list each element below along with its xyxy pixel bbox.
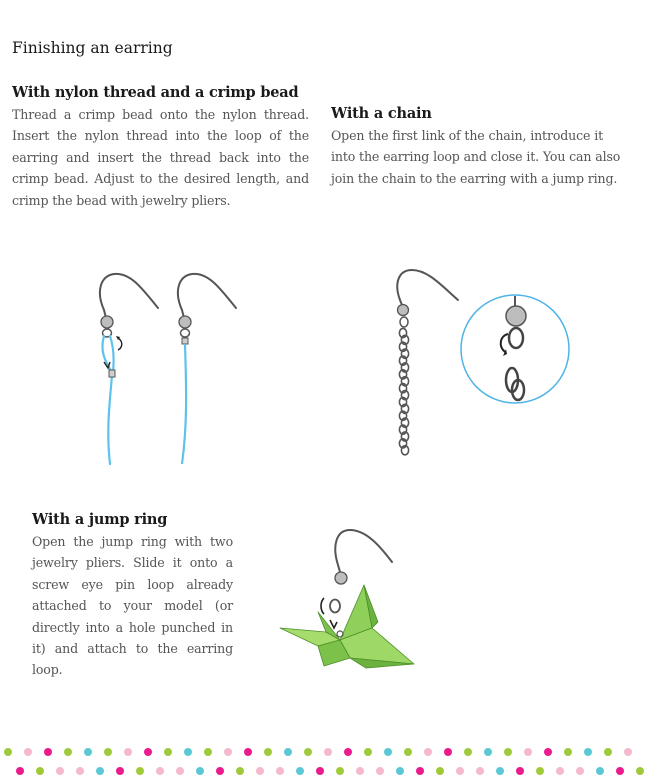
section-title-jump-ring: With a jump ring <box>32 511 168 528</box>
chain-link <box>401 335 408 344</box>
zoom-link-1 <box>506 368 518 392</box>
decorative-dot <box>16 767 24 775</box>
chain-link <box>399 425 406 434</box>
decorative-dot <box>636 767 644 775</box>
chain-link <box>401 446 408 455</box>
decorative-dot <box>264 748 272 756</box>
chain-link <box>401 349 408 358</box>
chain-link <box>399 384 406 393</box>
crimp-bead-1 <box>109 370 115 377</box>
decorative-dot <box>356 767 364 775</box>
loop-2 <box>181 329 190 337</box>
decorative-dot <box>536 767 544 775</box>
decorative-dot <box>404 748 412 756</box>
decorative-dot <box>604 748 612 756</box>
decorative-dot <box>276 767 284 775</box>
zoom-bead <box>506 306 526 326</box>
chain-link <box>401 404 408 413</box>
decorative-dot <box>344 748 352 756</box>
section-body-jump-ring: Open the jump ring with two jewelry pliers. Slide it onto a screw eye pin loop already attached to your model (or directly into a hole punched in it) and attach to the earring loop. <box>32 534 233 678</box>
decorative-dot <box>584 748 592 756</box>
decorative-dot <box>576 767 584 775</box>
nylon-thread-1 <box>102 336 113 464</box>
decorative-dot <box>116 767 124 775</box>
decorative-dot <box>476 767 484 775</box>
decorative-dot <box>444 748 452 756</box>
zoom-circle <box>461 295 569 403</box>
decorative-dot <box>304 748 312 756</box>
decorative-dot <box>144 748 152 756</box>
decorative-dot <box>136 767 144 775</box>
chain-link <box>399 411 406 420</box>
earring-hook-1 <box>100 274 158 318</box>
loop-3 <box>400 317 408 327</box>
decorative-dot <box>76 767 84 775</box>
decorative-dot <box>524 748 532 756</box>
chain-link <box>399 342 406 351</box>
decorative-dot <box>296 767 304 775</box>
decorative-dot <box>216 767 224 775</box>
decorative-dot <box>244 748 252 756</box>
chain-link <box>401 363 408 372</box>
bead-1 <box>101 316 113 328</box>
earring-hook-3 <box>397 270 458 305</box>
bead-2 <box>179 316 191 328</box>
chain-link <box>399 397 406 406</box>
decorative-dot <box>624 748 632 756</box>
decorative-dot <box>416 767 424 775</box>
decorative-dot <box>384 748 392 756</box>
decorative-dot <box>44 748 52 756</box>
arrow-up-head-icon <box>116 336 120 340</box>
decorative-dot <box>364 748 372 756</box>
decorative-dot <box>36 767 44 775</box>
chain-link <box>399 439 406 448</box>
chain-link <box>401 418 408 427</box>
decorative-dot <box>56 767 64 775</box>
chain-link <box>399 370 406 379</box>
bead-4 <box>335 572 347 584</box>
chain-link <box>401 391 408 400</box>
decorative-dot <box>64 748 72 756</box>
decorative-dot <box>104 748 112 756</box>
decorative-dot <box>544 748 552 756</box>
decorative-dot <box>124 748 132 756</box>
nylon-thread-2 <box>182 344 186 464</box>
page-title: Finishing an earring <box>12 39 173 57</box>
decorative-dot <box>316 767 324 775</box>
chain-link <box>401 377 408 386</box>
origami-crane <box>280 585 414 668</box>
decorative-dot <box>596 767 604 775</box>
section-title-chain: With a chain <box>331 105 432 122</box>
decorative-dot <box>456 767 464 775</box>
decorative-dot <box>4 748 12 756</box>
earring-hook-4 <box>335 530 392 572</box>
decorative-dot <box>256 767 264 775</box>
decorative-dot <box>324 748 332 756</box>
chain-link <box>401 432 408 441</box>
jump-arrow-down-icon <box>330 620 337 628</box>
decorative-dot <box>196 767 204 775</box>
chain <box>399 328 408 455</box>
decorative-dot <box>436 767 444 775</box>
decorative-dot <box>496 767 504 775</box>
jump-ring <box>330 600 340 613</box>
decorative-dot-border <box>0 742 650 780</box>
decorative-dot <box>84 748 92 756</box>
decorative-dot <box>164 748 172 756</box>
eye-pin-loop <box>337 631 343 637</box>
decorative-dot <box>504 748 512 756</box>
arrow-up-icon <box>118 338 122 350</box>
decorative-dot <box>376 767 384 775</box>
jump-arrow-icon <box>321 598 324 614</box>
decorative-dot <box>424 748 432 756</box>
decorative-dot <box>516 767 524 775</box>
decorative-dot <box>556 767 564 775</box>
decorative-dot <box>156 767 164 775</box>
section-body-chain: Open the first link of the chain, introduce it into the earring loop and close it. You can also join the chain to the earring with a jump ring. <box>331 128 621 186</box>
decorative-dot <box>184 748 192 756</box>
section-body-nylon: Thread a crimp bead onto the nylon thread. Insert the nylon thread into the loop of the earring and insert the thread back into the crimp bead. Adjust to the desired length, and crimp the bead with jewelry pliers. <box>12 107 309 208</box>
decorative-dot <box>224 748 232 756</box>
decorative-dot <box>616 767 624 775</box>
crimp-bead-2 <box>182 338 188 344</box>
chain-link <box>399 356 406 365</box>
zoom-arrow-head-icon <box>503 349 507 356</box>
earring-hook-2 <box>178 274 236 318</box>
zoom-link-2 <box>512 380 524 400</box>
loop-1 <box>103 329 112 337</box>
section-title-nylon: With nylon thread and a crimp bead <box>12 84 299 101</box>
decorative-dot <box>484 748 492 756</box>
zoom-arrow-icon <box>501 334 508 352</box>
decorative-dot <box>24 748 32 756</box>
zoom-loop <box>509 328 523 348</box>
decorative-dot <box>96 767 104 775</box>
decorative-dot <box>176 767 184 775</box>
decorative-dot <box>284 748 292 756</box>
decorative-dot <box>236 767 244 775</box>
decorative-dot <box>564 748 572 756</box>
bead-3 <box>398 305 409 316</box>
chain-link <box>399 328 406 337</box>
arrow-down-icon <box>104 362 110 368</box>
decorative-dot <box>464 748 472 756</box>
decorative-dot <box>336 767 344 775</box>
decorative-dot <box>204 748 212 756</box>
decorative-dot <box>396 767 404 775</box>
